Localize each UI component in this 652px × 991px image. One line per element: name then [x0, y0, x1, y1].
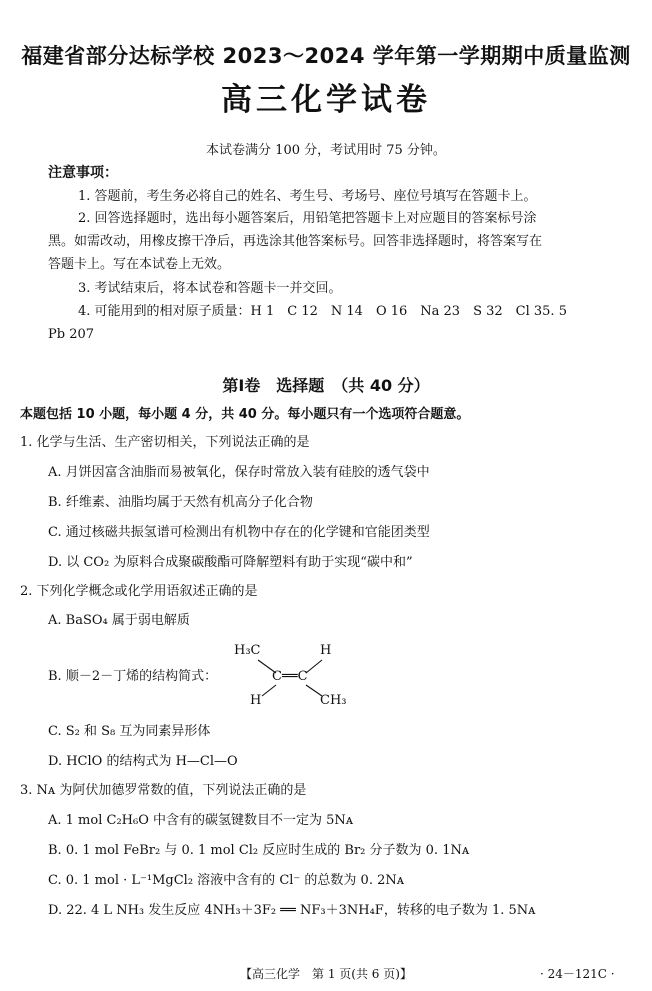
question-2-option-c: C. S₂ 和 S₈ 互为同素异形体	[48, 724, 211, 739]
question-2-stem: 2. 下列化学概念或化学用语叙述正确的是	[20, 584, 258, 599]
section-instruction: 本题包括 10 小题，每小题 4 分，共 40 分。每小题只有一个选项符合题意。	[20, 407, 470, 422]
question-3-option-d: D. 22. 4 L NH₃ 发生反应 4NH₃＋3F₂ ══ NF₃＋3NH₄F，转移的电子数为 1. 5Nᴀ	[48, 903, 536, 918]
cis-2-butene-structure	[232, 640, 352, 710]
structure-center: C══C	[272, 669, 308, 684]
notice-item: 4. 可能用到的相对原子质量：H 1 C 12 N 14 O 16 Na 23 S 32 Cl 35. 5	[78, 304, 567, 319]
notice-item: 2. 回答选择题时，选出每小题答案后，用铅笔把答题卡上对应题目的答案标号涂	[78, 211, 537, 226]
question-2-option-b: B. 顺－2－丁烯的结构简式：	[48, 669, 218, 684]
notice-heading: 注意事项：	[48, 165, 118, 181]
structure-top-right: H	[320, 643, 332, 658]
question-1-option-d: D. 以 CO₂ 为原料合成聚碳酸酯可降解塑料有助于实现“碳中和”	[48, 555, 413, 570]
question-1-option-a: A. 月饼因富含油脂而易被氧化，保存时常放入装有硅胶的透气袋中	[48, 465, 430, 480]
question-1-stem: 1. 化学与生活、生产密切相关，下列说法正确的是	[20, 435, 310, 450]
question-3-option-c: C. 0. 1 mol · L⁻¹MgCl₂ 溶液中含有的 Cl⁻ 的总数为 0. 2Nᴀ	[48, 873, 405, 888]
notice-item: 黑。如需改动，用橡皮擦干净后，再选涂其他答案标号。回答非选择题时，将答案写在	[48, 234, 543, 249]
exam-title-line1: 福建省部分达标学校 2023～2024 学年第一学期期中质量监测	[21, 44, 631, 68]
question-3-stem: 3. Nᴀ 为阿伏加德罗常数的值，下列说法正确的是	[20, 783, 307, 798]
question-2-option-a: A. BaSO₄ 属于弱电解质	[48, 613, 190, 628]
question-3-option-b: B. 0. 1 mol FeBr₂ 与 0. 1 mol Cl₂ 反应时生成的 Br₂ 分子数为 0. 1Nᴀ	[48, 843, 470, 858]
notice-item: Pb 207	[48, 327, 95, 342]
structure-bottom-left: H	[250, 693, 262, 708]
footer-exam-code: · 24－121C ·	[540, 967, 615, 981]
exam-meta: 本试卷满分 100 分，考试用时 75 分钟。	[206, 143, 446, 158]
exam-title-line2: 高三化学试卷	[221, 82, 431, 118]
section-title: 第Ⅰ卷 选择题 （共 40 分）	[222, 376, 430, 395]
question-3-option-a: A. 1 mol C₂H₆O 中含有的碳氢键数目不一定为 5Nᴀ	[48, 813, 354, 828]
notice-item: 答题卡上。写在本试卷上无效。	[48, 257, 231, 272]
structure-bottom-right: CH₃	[320, 693, 347, 708]
footer-page-number: 【高三化学 第 1 页(共 6 页)】	[240, 967, 412, 981]
question-1-option-b: B. 纤维素、油脂均属于天然有机高分子化合物	[48, 495, 313, 510]
question-2-option-d: D. HClO 的结构式为 H—Cl—O	[48, 754, 238, 769]
notice-item: 3. 考试结束后，将本试卷和答题卡一并交回。	[78, 281, 342, 296]
structure-top-left: H₃C	[234, 643, 261, 658]
question-1-option-c: C. 通过核磁共振氢谱可检测出有机物中存在的化学键和官能团类型	[48, 525, 430, 540]
notice-item: 1. 答题前，考生务必将自己的姓名、考生号、考场号、座位号填写在答题卡上。	[78, 189, 537, 204]
